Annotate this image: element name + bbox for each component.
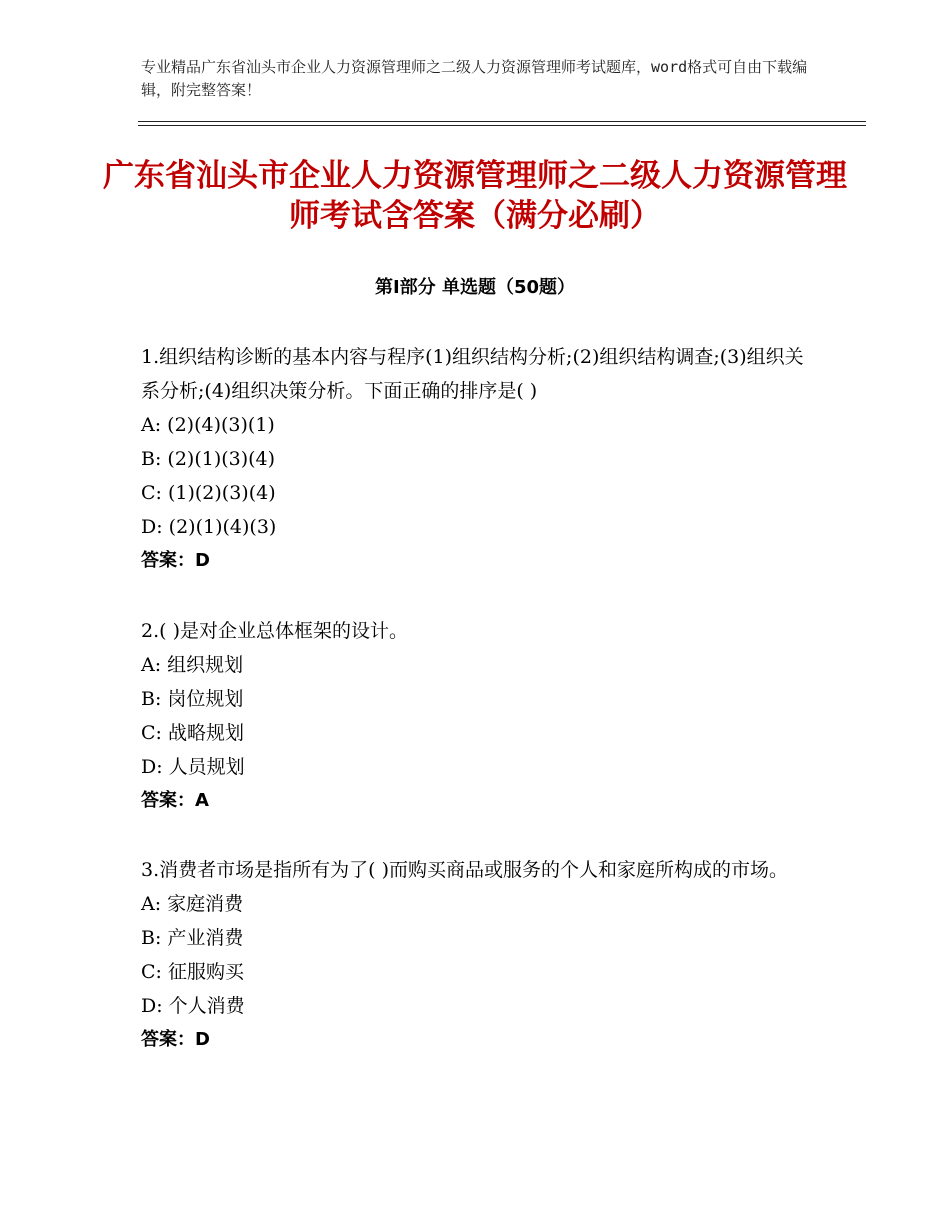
option-c: C: 战略规划 — [141, 722, 244, 744]
header-rule-thick — [138, 121, 866, 122]
question-3 — [141, 853, 821, 1057]
option-d: D: 人员规划 — [141, 756, 245, 778]
question-2 — [141, 614, 821, 818]
question-1 — [141, 340, 821, 578]
answer: 答案：D — [141, 550, 210, 571]
option-a: A: 组织规划 — [141, 654, 244, 676]
option-a: A: (2)(4)(3)(1) — [141, 414, 275, 436]
option-d: D: 个人消费 — [141, 995, 245, 1017]
header-note: 专业精品广东省汕头市企业人力资源管理师之二级人力资源管理师考试题库，word格式可自由下载编辑，附完整答案！ — [141, 58, 808, 99]
option-b: B: 岗位规划 — [141, 688, 244, 710]
option-c: C: (1)(2)(3)(4) — [141, 482, 276, 504]
header-rule-thin — [138, 125, 866, 126]
answer: 答案：A — [141, 790, 209, 811]
option-a: A: 家庭消费 — [141, 893, 244, 915]
question-stem: 1.组织结构诊断的基本内容与程序(1)组织结构分析;(2)组织结构调查;(3)组织关系分析;(4)组织决策分析。下面正确的排序是( ) — [141, 346, 804, 402]
option-c: C: 征服购买 — [141, 961, 244, 983]
option-b: B: (2)(1)(3)(4) — [141, 448, 276, 470]
option-b: B: 产业消费 — [141, 927, 244, 949]
answer: 答案：D — [141, 1029, 210, 1050]
option-d: D: (2)(1)(4)(3) — [141, 516, 277, 538]
section-title: 第Ⅰ部分 单选题（50题） — [374, 277, 575, 298]
question-stem: 3.消费者市场是指所有为了( )而购买商品或服务的个人和家庭所构成的市场。 — [141, 859, 788, 881]
document-title: 广东省汕头市企业人力资源管理师之二级人力资源管理师考试含答案（满分必刷） — [103, 158, 847, 234]
question-stem: 2.( )是对企业总体框架的设计。 — [141, 620, 408, 642]
